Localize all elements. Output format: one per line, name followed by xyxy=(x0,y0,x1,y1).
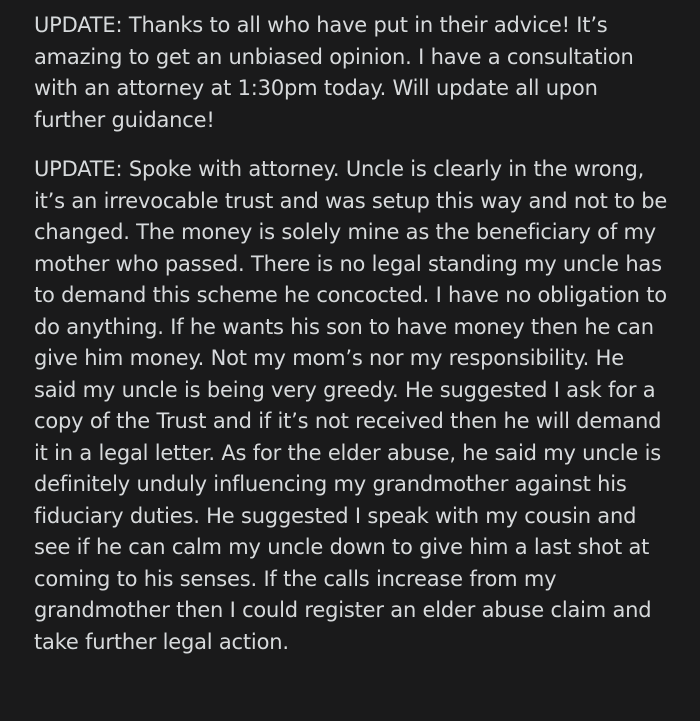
update-paragraph-first: UPDATE: Thanks to all who have put in their advice! It’s amazing to get an unbiased opinion. I have a consultation with an attorney at 1:30pm today. Will update all upon further guidance! xyxy=(34,13,634,132)
update-paragraph-attorney: UPDATE: Spoke with attorney. Uncle is clearly in the wrong, it’s an irrevocable trust and was setup this way and not to be changed. The money is solely mine as the beneficiary of my mother who passed. There is no legal standing my uncle has to demand this scheme he concocted. I have no obligation to do anything. If he wants his son to have money then he can give him money. Not my mom’s nor my responsibility. He said my uncle is being very greedy. He suggested I ask for a copy of the Trust and if it’s not received then he will demand it in a legal letter. As for the elder abuse, he said my uncle is definitely unduly influencing my grandmother against his fiduciary duties. He suggested I speak with my cousin and see if he can calm my uncle down to give him a last shot at coming to his senses. If the calls increase from my grandmother then I could register an elder abuse claim and take further legal action. xyxy=(34,157,668,654)
